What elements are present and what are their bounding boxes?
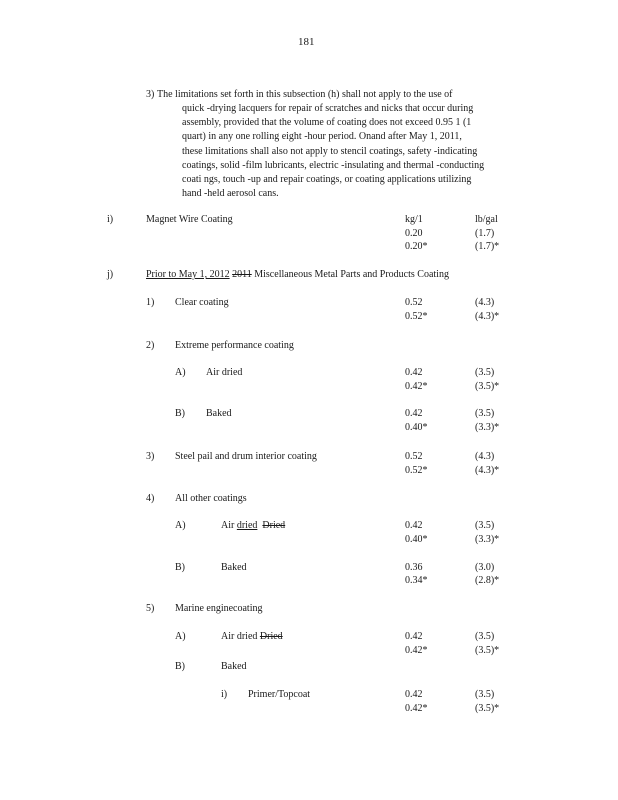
subitem-air-dried <box>221 632 283 642</box>
subitem-letter: B) <box>175 562 185 573</box>
item-number: 1) <box>146 297 155 308</box>
paragraph-line: coatings, solid -film lubricants, electric -insulating and thermal -conducting <box>182 160 485 171</box>
section-j-title-date: Prior to May 1, 2012 <box>146 269 230 280</box>
section-j-title-rest: Miscellaneous Metal Parts and Products Coating <box>251 269 449 280</box>
item-all-other-coatings: All other coatings <box>175 493 247 504</box>
value-lb: (1.7) <box>475 228 495 239</box>
subitem-struck-word: Dried <box>259 631 283 642</box>
value-kg: 0.42 <box>405 408 423 419</box>
value-lb: (3.5) <box>475 367 495 378</box>
item-number: 4) <box>146 493 155 504</box>
value-kg: 0.40* <box>405 422 428 433</box>
section-i-label: i) <box>107 214 114 225</box>
paragraph-line: hand -held aerosol cans. <box>182 188 279 199</box>
value-kg: 0.52 <box>405 297 423 308</box>
value-lb: (1.7)* <box>475 241 500 252</box>
value-lb: (3.3)* <box>475 422 500 433</box>
value-kg: 0.42 <box>405 689 423 700</box>
subitem-air-prefix: Air <box>221 520 237 531</box>
value-lb: (3.5) <box>475 408 495 419</box>
item-clear-coating: Clear coating <box>175 297 229 308</box>
value-lb: (3.5)* <box>475 703 500 714</box>
paragraph-number: 3) <box>146 89 155 100</box>
subsubitem-primer-topcoat: Primer/Topcoat <box>248 689 311 700</box>
section-j-title <box>146 270 449 280</box>
value-kg: 0.52* <box>405 311 428 322</box>
subitem-baked: Baked <box>221 661 247 672</box>
section-j-title-struck-year: 2011 <box>232 269 252 280</box>
value-kg: 0.40* <box>405 534 428 545</box>
value-kg: 0.34* <box>405 575 428 586</box>
subitem-air-prefix: Air dried <box>221 631 260 642</box>
subitem-air-dried <box>221 521 285 531</box>
subsubitem-numeral: i) <box>221 689 228 700</box>
subitem-air-dried: Air dried <box>206 367 243 378</box>
value-lb: (3.5) <box>475 520 495 531</box>
subitem-letter: A) <box>175 631 186 642</box>
value-lb: (3.5) <box>475 631 495 642</box>
subitem-baked: Baked <box>221 562 247 573</box>
value-kg: 0.52* <box>405 465 428 476</box>
paragraph-line: coati ngs, touch -up and repair coatings, or coating applications utilizing <box>182 174 472 185</box>
value-kg: 0.42 <box>405 520 423 531</box>
unit-kg-header: kg/1 <box>405 214 423 225</box>
value-lb: (3.5)* <box>475 645 500 656</box>
paragraph-line: these limitations shall also not apply to stencil coatings, safety -indicating <box>182 146 478 157</box>
value-lb: (4.3) <box>475 297 495 308</box>
subitem-baked: Baked <box>206 408 232 419</box>
subitem-letter: A) <box>175 520 186 531</box>
value-lb: (3.5)* <box>475 381 500 392</box>
value-lb: (4.3)* <box>475 465 500 476</box>
subitem-letter: A) <box>175 367 186 378</box>
unit-lb-header: lb/gal <box>475 214 498 225</box>
page-number: 181 <box>298 36 315 48</box>
value-lb: (2.8)* <box>475 575 500 586</box>
subitem-letter: B) <box>175 408 185 419</box>
value-lb: (4.3)* <box>475 311 500 322</box>
value-kg: 0.42* <box>405 381 428 392</box>
value-kg: 0.42* <box>405 703 428 714</box>
item-number: 3) <box>146 451 155 462</box>
paragraph-line: quick -drying lacquers for repair of scratches and nicks that occur during <box>182 103 474 114</box>
item-number: 5) <box>146 603 155 614</box>
value-lb: (3.3)* <box>475 534 500 545</box>
value-lb: (4.3) <box>475 451 495 462</box>
value-kg: 0.52 <box>405 451 423 462</box>
subitem-letter: B) <box>175 661 185 672</box>
subitem-struck-word: Dried <box>262 520 286 531</box>
item-steel-pail-coating: Steel pail and drum interior coating <box>175 451 317 462</box>
value-kg: 0.20 <box>405 228 423 239</box>
paragraph-line: assembly, provided that the volume of coating does not exceed 0.95 1 (1 <box>182 117 472 128</box>
value-lb: (3.0) <box>475 562 495 573</box>
value-kg: 0.20* <box>405 241 428 252</box>
subitem-inserted-word: dried <box>236 520 258 531</box>
value-kg: 0.36 <box>405 562 423 573</box>
paragraph-line: The limitations set forth in this subsection (h) shall not apply to the use of <box>157 89 453 100</box>
item-number: 2) <box>146 340 155 351</box>
paragraph-line: quart) in any one rolling eight -hour period. Onand after May 1, 2011, <box>182 131 462 142</box>
section-i-title: Magnet Wire Coating <box>146 214 233 225</box>
value-lb: (3.5) <box>475 689 495 700</box>
item-extreme-performance-coating: Extreme performance coating <box>175 340 294 351</box>
value-kg: 0.42* <box>405 645 428 656</box>
value-kg: 0.42 <box>405 367 423 378</box>
item-marine-engine-coating: Marine enginecoating <box>175 603 263 614</box>
value-kg: 0.42 <box>405 631 423 642</box>
section-j-label: j) <box>107 269 114 280</box>
